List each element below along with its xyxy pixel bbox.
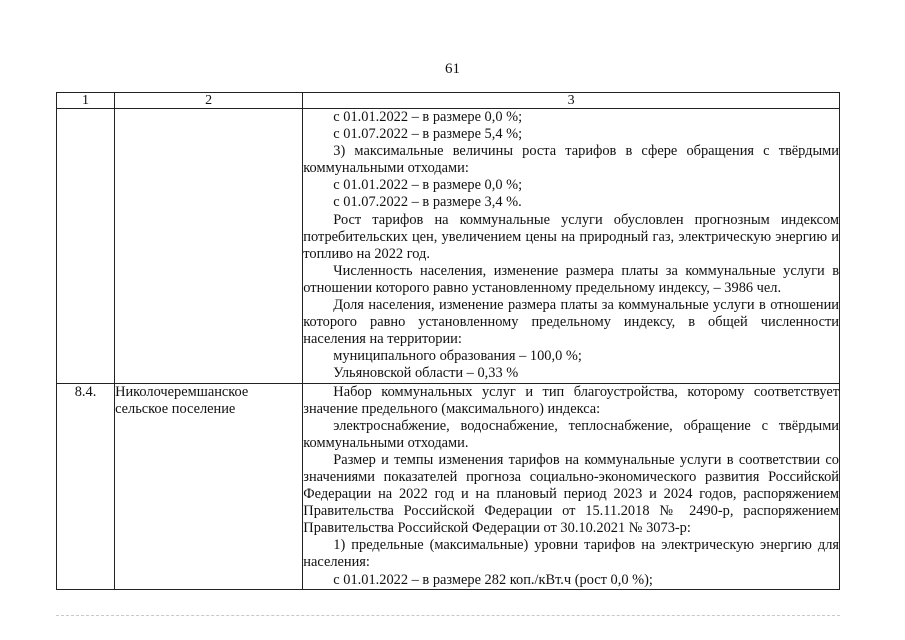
paragraph: Численность населения, изменение размера платы за коммунальные услуги в отношении которого равно установленному предельному индексу, – 3986 чел. [303,262,839,296]
row-number: 8.4. [57,383,115,589]
row-settlement-name [115,109,303,384]
row-description [303,383,840,589]
header-col-3: 3 [303,93,840,109]
paragraph: с 01.01.2022 – в размере 282 коп./кВт.ч (рост 0,0 %); [333,571,653,588]
row-description [303,109,840,384]
header-col-1: 1 [57,93,115,109]
paragraph: Рост тарифов на коммунальные услуги обусловлен прогнозным индексом потребительских цен, увеличением цены на природный газ, электрическую энергию и топливо на 2022 год. [303,211,839,262]
paragraph: Набор коммунальных услуг и тип благоустройства, которому соответствует значение предельного (максимального) индекса: [303,383,839,417]
paragraph: электроснабжение, водоснабжение, теплоснабжение, обращение с твёрдыми коммунальными отходами. [303,417,839,451]
paragraph: 3) максимальные величины роста тарифов в сфере обращения с твёрдыми коммунальными отходами: [303,143,839,177]
table-row [57,383,840,589]
page-bottom-edge [56,615,840,616]
header-col-2: 2 [115,93,303,109]
paragraph: Доля населения, изменение размера платы за коммунальные услуги в отношении которого равно установленному предельному индексу, в общей численности населения на территории: [303,297,839,348]
data-table [56,92,840,590]
paragraph: 1) предельные (максимальные) уровни тарифов на электрическую энергию для населения: [303,537,839,571]
row-settlement-name: Николочеремшанское сельское поселение [115,383,303,589]
paragraph: Размер и темпы изменения тарифов на коммунальные услуги в соответствии со значениями показателей прогноза социально-экономического развития Российской Федерации на 2022 год и на плановый период 2023 и 2024 годов, распоряжением Правительства Российской Федерации от 15.11.2018 № 2490-р, распоряжением Правительства Российской Федерации от 30.10.2021 № 3073-р: [303,451,839,537]
paragraph: с 01.01.2022 – в размере 0,0 %; [333,177,523,194]
table-row [57,109,840,384]
paragraph: муниципального образования – 100,0 %; [333,348,582,365]
row-number [57,109,115,384]
table-header-row [57,93,840,109]
paragraph: Ульяновской области – 0,33 % [333,365,519,382]
page-number: 61 [445,61,460,77]
paragraph: с 01.07.2022 – в размере 3,4 %. [333,194,522,211]
paragraph: с 01.07.2022 – в размере 5,4 %; [333,126,523,143]
paragraph: с 01.01.2022 – в размере 0,0 %; [333,109,523,125]
